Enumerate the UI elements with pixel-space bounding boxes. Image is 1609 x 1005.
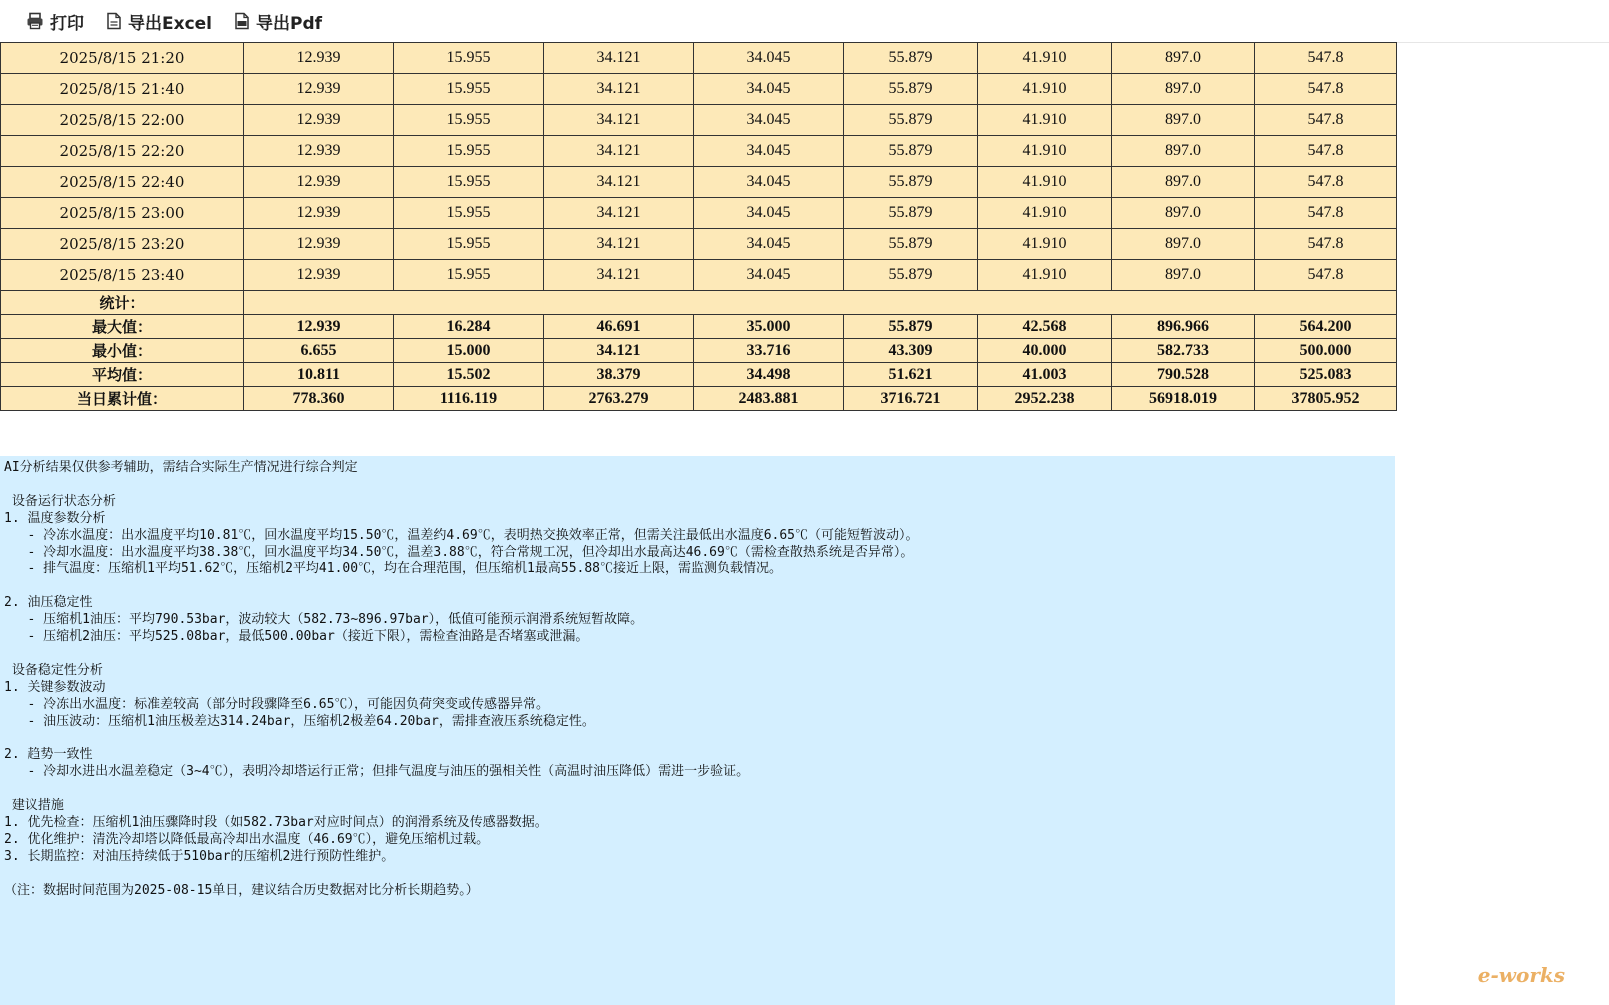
- value-cell: 55.879: [844, 43, 978, 74]
- ai-analysis-line: - 冷冻水温度：出水温度平均10.81℃，回水温度平均15.50℃，温差约4.69℃，表明热交换效率正常，但需关注最低出水温度6.65℃（可能短暂波动）。: [4, 527, 919, 543]
- stats-value-cell: 10.811: [244, 363, 394, 387]
- stats-value-cell: 6.655: [244, 339, 394, 363]
- stats-value-cell: 896.966: [1112, 315, 1255, 339]
- value-cell: 41.910: [978, 167, 1112, 198]
- stats-value-cell: 43.309: [844, 339, 978, 363]
- table-row: [1, 167, 1397, 198]
- stats-value-cell: 500.000: [1255, 339, 1397, 363]
- value-cell: 15.955: [394, 43, 544, 74]
- stats-value-cell: 2952.238: [978, 387, 1112, 411]
- value-cell: 55.879: [844, 198, 978, 229]
- stats-row: [1, 387, 1397, 411]
- value-cell: 12.939: [244, 74, 394, 105]
- value-cell: 41.910: [978, 43, 1112, 74]
- value-cell: 547.8: [1255, 105, 1397, 136]
- report-table-container: [0, 42, 1397, 411]
- stats-value-cell: 15.502: [394, 363, 544, 387]
- export-pdf-label: 导出Pdf: [256, 13, 323, 34]
- value-cell: 55.879: [844, 136, 978, 167]
- value-cell: 55.879: [844, 105, 978, 136]
- value-cell: 897.0: [1112, 260, 1255, 291]
- value-cell: 15.955: [394, 74, 544, 105]
- value-cell: 34.121: [544, 74, 694, 105]
- stats-header-empty: [244, 291, 1397, 315]
- ai-analysis-line: - 压缩机1油压：平均790.53bar，波动较大（582.73~896.97bar），低值可能预示润滑系统短暂故障。: [4, 612, 644, 628]
- time-cell: 2025/8/15 22:40: [1, 167, 244, 198]
- value-cell: 897.0: [1112, 74, 1255, 105]
- stats-row: [1, 363, 1397, 387]
- ai-analysis-line: 1. 温度参数分析: [4, 510, 106, 526]
- stats-value-cell: 790.528: [1112, 363, 1255, 387]
- value-cell: 15.955: [394, 136, 544, 167]
- print-label: 打印: [50, 13, 84, 34]
- value-cell: 34.045: [694, 105, 844, 136]
- value-cell: 34.121: [544, 260, 694, 291]
- stats-value-cell: 46.691: [544, 315, 694, 339]
- stats-value-cell: 3716.721: [844, 387, 978, 411]
- value-cell: 897.0: [1112, 136, 1255, 167]
- table-row: [1, 105, 1397, 136]
- stats-value-cell: 525.083: [1255, 363, 1397, 387]
- stats-value-cell: 778.360: [244, 387, 394, 411]
- stats-value-cell: 33.716: [694, 339, 844, 363]
- value-cell: 897.0: [1112, 198, 1255, 229]
- stats-value-cell: 38.379: [544, 363, 694, 387]
- value-cell: 12.939: [244, 167, 394, 198]
- ai-analysis-line: 3. 长期监控：对油压持续低于510bar的压缩机2进行预防性维护。: [4, 848, 395, 864]
- export-pdf-button[interactable]: [234, 6, 322, 36]
- stats-value-cell: 37805.952: [1255, 387, 1397, 411]
- time-cell: 2025/8/15 21:40: [1, 74, 244, 105]
- table-row: [1, 229, 1397, 260]
- stats-value-cell: 51.621: [844, 363, 978, 387]
- time-cell: 2025/8/15 22:00: [1, 105, 244, 136]
- stats-value-cell: 564.200: [1255, 315, 1397, 339]
- ai-analysis-line: - 冷却水温度：出水温度平均38.38℃，回水温度平均34.50℃，温差3.88℃，符合常规工况，但冷却出水最高达46.69℃（需检查散热系统是否异常）。: [4, 544, 914, 560]
- value-cell: 15.955: [394, 167, 544, 198]
- value-cell: 41.910: [978, 105, 1112, 136]
- stats-value-cell: 582.733: [1112, 339, 1255, 363]
- value-cell: 897.0: [1112, 229, 1255, 260]
- ai-analysis-line: 设备运行状态分析: [4, 493, 116, 509]
- table-row: [1, 136, 1397, 167]
- print-button[interactable]: [26, 6, 84, 36]
- ai-analysis-line: AI分析结果仅供参考辅助，需结合实际生产情况进行综合判定: [4, 460, 358, 475]
- stats-value-cell: 40.000: [978, 339, 1112, 363]
- value-cell: 34.121: [544, 198, 694, 229]
- stats-row: [1, 339, 1397, 363]
- ai-analysis-line: - 油压波动：压缩机1油压极差达314.24bar，压缩机2极差64.20bar，需排查液压系统稳定性。: [4, 713, 595, 729]
- toolbar: [0, 0, 1609, 43]
- value-cell: 34.045: [694, 74, 844, 105]
- ai-analysis-line: 1. 优先检查：压缩机1油压骤降时段（如582.73bar对应时间点）的润滑系统及传感器数据。: [4, 815, 548, 831]
- value-cell: 547.8: [1255, 198, 1397, 229]
- table-row: [1, 43, 1397, 74]
- value-cell: 547.8: [1255, 229, 1397, 260]
- value-cell: 34.121: [544, 136, 694, 167]
- time-cell: 2025/8/15 21:20: [1, 43, 244, 74]
- stats-value-cell: 56918.019: [1112, 387, 1255, 411]
- document-icon: [106, 12, 122, 30]
- value-cell: 55.879: [844, 229, 978, 260]
- value-cell: 15.955: [394, 229, 544, 260]
- value-cell: 15.955: [394, 198, 544, 229]
- value-cell: 547.8: [1255, 43, 1397, 74]
- value-cell: 34.045: [694, 136, 844, 167]
- stats-value-cell: 1116.119: [394, 387, 544, 411]
- ai-analysis-line: 2. 油压稳定性: [4, 595, 93, 611]
- value-cell: 41.910: [978, 260, 1112, 291]
- value-cell: 12.939: [244, 198, 394, 229]
- time-cell: 2025/8/15 22:20: [1, 136, 244, 167]
- stats-label: 最小值：: [1, 339, 244, 363]
- value-cell: 55.879: [844, 260, 978, 291]
- value-cell: 12.939: [244, 105, 394, 136]
- stats-value-cell: 15.000: [394, 339, 544, 363]
- time-cell: 2025/8/15 23:00: [1, 198, 244, 229]
- table-row: [1, 198, 1397, 229]
- stats-value-cell: 41.003: [978, 363, 1112, 387]
- stats-value-cell: 2763.279: [544, 387, 694, 411]
- stats-value-cell: 42.568: [978, 315, 1112, 339]
- value-cell: 12.939: [244, 229, 394, 260]
- stats-label: 最大值：: [1, 315, 244, 339]
- value-cell: 55.879: [844, 167, 978, 198]
- stats-value-cell: 34.121: [544, 339, 694, 363]
- stats-value-cell: 2483.881: [694, 387, 844, 411]
- stats-value-cell: 34.498: [694, 363, 844, 387]
- watermark-logo: e-works: [1477, 963, 1565, 987]
- stats-header-label: 统计：: [1, 291, 244, 315]
- value-cell: 34.121: [544, 43, 694, 74]
- data-table: [0, 42, 1397, 411]
- value-cell: 897.0: [1112, 43, 1255, 74]
- value-cell: 12.939: [244, 260, 394, 291]
- ai-analysis-panel: [0, 456, 1395, 1005]
- value-cell: 34.045: [694, 260, 844, 291]
- ai-analysis-line: - 压缩机2油压：平均525.08bar，最低500.00bar（接近下限），需检查油路是否堵塞或泄漏。: [4, 629, 589, 645]
- stats-value-cell: 55.879: [844, 315, 978, 339]
- ai-analysis-line: 1. 关键参数波动: [4, 679, 106, 695]
- stats-value-cell: 16.284: [394, 315, 544, 339]
- value-cell: 897.0: [1112, 167, 1255, 198]
- printer-icon: [26, 12, 44, 30]
- stats-label: 当日累计值：: [1, 387, 244, 411]
- value-cell: 41.910: [978, 198, 1112, 229]
- stats-value-cell: 12.939: [244, 315, 394, 339]
- value-cell: 34.121: [544, 105, 694, 136]
- table-row: [1, 260, 1397, 291]
- time-cell: 2025/8/15 23:40: [1, 260, 244, 291]
- value-cell: 12.939: [244, 136, 394, 167]
- value-cell: 34.121: [544, 167, 694, 198]
- ai-analysis-text: [4, 460, 1395, 900]
- value-cell: 547.8: [1255, 74, 1397, 105]
- value-cell: 547.8: [1255, 136, 1397, 167]
- value-cell: 41.910: [978, 229, 1112, 260]
- value-cell: 41.910: [978, 136, 1112, 167]
- value-cell: 12.939: [244, 43, 394, 74]
- export-excel-label: 导出Excel: [128, 13, 213, 34]
- stats-value-cell: 35.000: [694, 315, 844, 339]
- value-cell: 547.8: [1255, 167, 1397, 198]
- table-row: [1, 74, 1397, 105]
- stats-header-row: [1, 291, 1397, 315]
- ai-analysis-line: 设备稳定性分析: [4, 662, 103, 678]
- ai-analysis-line: - 冷却水进出水温差稳定（3~4℃），表明冷却塔运行正常；但排气温度与油压的强相关性（高温时油压降低）需进一步验证。: [4, 764, 750, 780]
- ai-analysis-line: 2. 优化维护：清洗冷却塔以降低最高冷却出水温度（46.69℃），避免压缩机过载。: [4, 831, 490, 847]
- stats-label: 平均值：: [1, 363, 244, 387]
- value-cell: 41.910: [978, 74, 1112, 105]
- ai-analysis-line: 2. 趋势一致性: [4, 747, 93, 763]
- value-cell: 34.045: [694, 43, 844, 74]
- pdf-file-icon: [234, 12, 250, 30]
- export-excel-button[interactable]: [106, 6, 212, 36]
- value-cell: 34.045: [694, 229, 844, 260]
- value-cell: 897.0: [1112, 105, 1255, 136]
- ai-analysis-line: 建议措施: [4, 798, 64, 814]
- stats-row: [1, 315, 1397, 339]
- time-cell: 2025/8/15 23:20: [1, 229, 244, 260]
- ai-analysis-line: - 冷冻出水温度：标准差较高（部分时段骤降至6.65℃），可能因负荷突变或传感器异常。: [4, 696, 549, 712]
- value-cell: 15.955: [394, 260, 544, 291]
- value-cell: 547.8: [1255, 260, 1397, 291]
- value-cell: 34.045: [694, 198, 844, 229]
- value-cell: 15.955: [394, 105, 544, 136]
- value-cell: 34.045: [694, 167, 844, 198]
- value-cell: 55.879: [844, 74, 978, 105]
- value-cell: 34.121: [544, 229, 694, 260]
- ai-analysis-line: （注：数据时间范围为2025-08-15单日，建议结合历史数据对比分析长期趋势。）: [4, 882, 479, 898]
- ai-analysis-line: - 排气温度：压缩机1平均51.62℃，压缩机2平均41.00℃，均在合理范围，但压缩机1最高55.88℃接近上限，需监测负载情况。: [4, 561, 783, 577]
